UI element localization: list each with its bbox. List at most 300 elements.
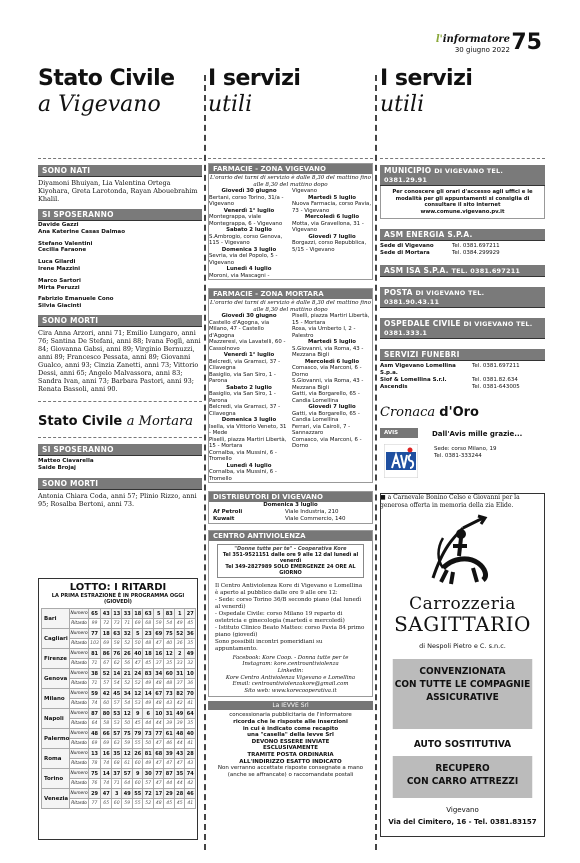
lotto-city: Torino bbox=[42, 769, 70, 789]
distributori-header: DISTRIBUTORI DI VIGEVANO bbox=[209, 492, 372, 502]
cronaca-doro-title: Cronaca d'Oro bbox=[380, 405, 479, 420]
section-subtitle: utili bbox=[380, 92, 425, 117]
lotto-number: 27 bbox=[186, 610, 194, 617]
ad-auto-sostitutiva: AUTO SOSTITUTIVA bbox=[413, 739, 512, 750]
section-subtitle: utili bbox=[208, 92, 253, 117]
lotto-number: 13 bbox=[113, 610, 121, 617]
lotto-number: 6 bbox=[143, 709, 154, 719]
lotto-delay: 74 bbox=[101, 779, 112, 789]
lotto-number: 12 bbox=[123, 710, 131, 717]
lotto-delay: 71 bbox=[88, 659, 101, 669]
lotto-delay: 35 bbox=[185, 719, 196, 729]
lotto-delay: 45 bbox=[185, 619, 196, 629]
antiviolenza-text: Il Centro Antiviolenza Kore di Vigevano e Lomellina è aperto al pubblico dalle ore 9 alle ore 12: - Sede: corso Torino 36/B secondo piano (dal lunedì al venerdì) - Ospedale Civile: corso Milano 19 reparto di ostetricia e ginecologia (martedì e mercoledì) - Istituto Clinico Beato Matteo: corso Pavia 84 primo piano (giovedì) Sono possibili incontri pomeridiani su appuntamento. bbox=[215, 582, 365, 652]
funebri-row bbox=[380, 363, 545, 377]
farmacia-entry: Bertani, corso Torino, 31/a - Vigevano bbox=[209, 194, 284, 208]
lotto-number: 17 bbox=[155, 790, 163, 797]
lotto-delay: 36 bbox=[185, 679, 196, 689]
lotto-number: 77 bbox=[155, 770, 163, 777]
lotto-delay: 44 bbox=[174, 779, 185, 789]
farmacia-entry: Sevria, via del Popolo, 5 - Vigevano bbox=[209, 253, 278, 266]
lotto-delay: 61 bbox=[122, 759, 133, 769]
lotto-number: 87 bbox=[165, 770, 173, 777]
funebri-name: Ascendis bbox=[380, 384, 408, 390]
lotto-number: 73 bbox=[144, 730, 152, 737]
lotto-delay: 48 bbox=[164, 679, 175, 689]
farmacia-entry: S.Giovanni, via Roma, 43 - Mezzana Bigli bbox=[292, 345, 364, 359]
ad-name-line1: Carrozzeria bbox=[409, 594, 516, 614]
lotto-delay: 68 bbox=[143, 619, 154, 629]
distributore-name: Af Petroli bbox=[213, 508, 243, 515]
spouse-name: Luca Gilardi bbox=[38, 259, 76, 266]
farmacia-entry: Nuova Farmacia, corso Pavia, 73 - Vigevano bbox=[292, 201, 372, 214]
lotto-label: Numero bbox=[70, 609, 88, 619]
lotto-delay: 64 bbox=[88, 719, 101, 729]
distributori-day: Domenica 3 luglio bbox=[263, 502, 318, 509]
lotto-delay: 74 bbox=[101, 759, 112, 769]
section-subtitle: a Vigevano bbox=[38, 92, 161, 117]
lotto-city: Palermo bbox=[42, 729, 70, 749]
section-title: I servizi bbox=[380, 66, 473, 91]
lotto-delay: 53 bbox=[111, 719, 122, 729]
funebri-list bbox=[380, 363, 545, 391]
lotto-delay: 43 bbox=[185, 759, 196, 769]
lotto-label: Numero bbox=[70, 669, 88, 679]
farmacia-entry: Isella, via Vittorio Veneto, 31 - Mede bbox=[209, 423, 287, 437]
section-title: Stato Civile bbox=[38, 66, 175, 91]
farmacia-entry: Cornalba, via Mussini, 6 - Tromello bbox=[209, 449, 277, 463]
lotto-number: 86 bbox=[102, 650, 110, 657]
antiviolenza-list-item: Sono possibili incontri pomeridiani su appuntamento. bbox=[215, 638, 323, 652]
farmacie-list bbox=[292, 313, 372, 482]
lotto-delay: 59 bbox=[122, 739, 133, 749]
lotto-delay: 50 bbox=[143, 739, 154, 749]
lotto-delay: 37 bbox=[153, 659, 164, 669]
lotto-number: 49 bbox=[123, 790, 131, 797]
lotto-row bbox=[42, 749, 196, 759]
asm-isa-header: ASM ISA S.P.A. TEL. 0381.697211 bbox=[380, 265, 545, 277]
farmacia-entry: Comasco, via Marconi, 6 - Dorno bbox=[292, 436, 362, 450]
lotto-label: Numero bbox=[70, 749, 88, 759]
couple-item bbox=[38, 259, 202, 273]
lotto-delay: 52 bbox=[122, 639, 133, 649]
ievve-line: ricorda che le risposte alle inserzioni bbox=[233, 719, 348, 726]
lotto-delay: 45 bbox=[174, 799, 185, 809]
lotto-label: Ritardo bbox=[70, 659, 88, 669]
lotto-delay: 69 bbox=[132, 619, 143, 629]
farmacia-entry: Borgazzi, corso Repubblica, 5/15 - Vigevano bbox=[292, 240, 367, 253]
lotto-delay: 71 bbox=[122, 619, 133, 629]
lotto-row bbox=[42, 769, 196, 779]
farmacia-day: Lunedì 4 luglio bbox=[226, 462, 272, 469]
lotto-number: 12 bbox=[165, 650, 173, 657]
farmacia-entry: Pisellì, piazza Martiri Libertà, 15 - Mortara bbox=[292, 313, 370, 326]
lotto-number: 38 bbox=[88, 669, 101, 679]
lotto-number: 69 bbox=[155, 630, 163, 637]
lotto-city: Venezia bbox=[42, 789, 70, 809]
couple-item bbox=[38, 296, 202, 310]
lotto-number: 59 bbox=[88, 689, 101, 699]
farmacia-entry: S.Ambrogio, corso Genova, 115 - Vigevano bbox=[209, 233, 283, 247]
lotto-number: 66 bbox=[102, 730, 110, 737]
divider bbox=[38, 437, 202, 438]
ievve-line: (anche se affrancate) o raccomandate postali bbox=[227, 771, 354, 778]
distributore-address: Viale Industria, 210 bbox=[285, 508, 339, 515]
lotto-number: 64 bbox=[186, 710, 194, 717]
carrozzeria-ad bbox=[380, 493, 545, 837]
lotto-delay: 52 bbox=[132, 679, 143, 689]
lotto-number: 80 bbox=[102, 710, 110, 717]
lotto-number: 9 bbox=[132, 769, 143, 779]
lotto-number: 5 bbox=[132, 629, 143, 639]
spouse-name: Mirta Peruzzi bbox=[38, 284, 80, 291]
lotto-number: 35 bbox=[176, 770, 184, 777]
lotto-number: 29 bbox=[165, 790, 173, 797]
lotto-delay: 52 bbox=[122, 679, 133, 689]
lotto-delay: 48 bbox=[153, 799, 164, 809]
lotto-number: 49 bbox=[186, 650, 194, 657]
lotto-delay: 58 bbox=[111, 639, 122, 649]
couple-item bbox=[38, 241, 202, 255]
divider bbox=[38, 401, 202, 402]
lotto-number: 40 bbox=[186, 730, 194, 737]
farmacie-list bbox=[292, 188, 372, 279]
issue-date: 30 giugno 2022 bbox=[454, 46, 510, 54]
municipio-header: MUNICIPIO DI VIGEVANO TEL. 0381.29.91 bbox=[380, 165, 545, 186]
lotto-row bbox=[42, 669, 196, 679]
lotto-delay: 45 bbox=[164, 799, 175, 809]
ievve-line: concessionaria pubblicitaria de l'informatore bbox=[229, 712, 352, 719]
lotto-number: 40 bbox=[134, 650, 142, 657]
lotto-row bbox=[42, 629, 196, 639]
farmacie-intro: L'orario dei turni di servizio è dalle 8,30 del mattino fino alle 8,30 del mattino dopo bbox=[210, 300, 371, 313]
lotto-delay: 71 bbox=[88, 679, 101, 689]
ievve-line: in cui è indicato come recapito bbox=[242, 725, 339, 732]
lotto-delay: 41 bbox=[185, 699, 196, 709]
spouse-name: Davide Gazzi bbox=[38, 222, 79, 228]
sposeranno-header: SI SPOSERANNO bbox=[38, 209, 202, 221]
lotto-delay: 41 bbox=[185, 739, 196, 749]
lotto-delay: 50 bbox=[122, 719, 133, 729]
couple-item bbox=[38, 222, 202, 236]
lotto-delay: 69 bbox=[101, 739, 112, 749]
farmacia-entry: Gatti, via Borgarello, 65 - Candia Lomellina bbox=[292, 391, 360, 404]
lotto-row bbox=[42, 729, 196, 739]
antiviolenza-social-line: Sito web: www.korecooperativa.it bbox=[244, 687, 337, 694]
lotto-label: Numero bbox=[70, 689, 88, 699]
lotto-delay: 47 bbox=[174, 759, 185, 769]
lotto-row bbox=[42, 689, 196, 699]
lotto-number: 14 bbox=[102, 770, 110, 777]
farmacia-entry: Rosa, via Umberto I, 2 - Palestro bbox=[292, 326, 356, 339]
distributore-row bbox=[209, 516, 372, 523]
lotto-number: 73 bbox=[165, 690, 173, 697]
farmacia-day: Giovedì 7 luglio bbox=[308, 404, 356, 411]
lotto-delay: 47 bbox=[153, 739, 164, 749]
lotto-label: Ritardo bbox=[70, 719, 88, 729]
asm-office-name: Sede di Mortara bbox=[380, 250, 430, 256]
lotto-delay: 71 bbox=[111, 779, 122, 789]
lotto-number: 24 bbox=[134, 670, 142, 677]
servizi-column-right bbox=[380, 66, 545, 509]
lotto-number: 14 bbox=[113, 670, 121, 677]
lotto-ritardi-box bbox=[38, 578, 198, 840]
funebri-phone: Tel. 0381.697211 bbox=[472, 363, 520, 369]
lotto-number: 2 bbox=[174, 649, 185, 659]
lotto-delay: 46 bbox=[164, 739, 175, 749]
lotto-number: 57 bbox=[113, 730, 121, 737]
lotto-number: 72 bbox=[144, 790, 152, 797]
lotto-delay: 103 bbox=[88, 639, 101, 649]
antiviolenza-social-line: Email: centroantiviolenzakore@gmail.com bbox=[232, 681, 349, 688]
lotto-number: 31 bbox=[176, 670, 184, 677]
funebri-row bbox=[380, 377, 545, 384]
ospedale-header: OSPEDALE CIVILE DI VIGEVANO TEL. 0381.333.1 bbox=[380, 318, 545, 339]
lotto-delay: 50 bbox=[132, 639, 143, 649]
asm-energia-header: ASM ENERGIA S.P.A. bbox=[380, 229, 545, 241]
nati-text: Diyamoni Bhuiyan, Lia Valentina Ortega Kiyohara, Greta Larotonda, Rayan Abouebrahim Khalil. bbox=[38, 179, 198, 203]
lotto-delay: 73 bbox=[111, 619, 122, 629]
avis-logo-icon bbox=[384, 444, 418, 478]
lotto-label: Numero bbox=[70, 709, 88, 719]
lotto-number: 48 bbox=[176, 730, 184, 737]
ad-address: Via del Cimitero, 16 - Tel. 0381.83157 bbox=[388, 818, 537, 826]
lotto-number: 81 bbox=[88, 649, 101, 659]
lotto-number: 33 bbox=[123, 610, 131, 617]
farmacie-vigevano-header: FARMACIE - ZONA VIGEVANO bbox=[209, 164, 372, 174]
antiviolenza-list-item: - Istituto Clinico Beato Matteo: corso Pavia 84 primo piano (giovedì) bbox=[215, 624, 365, 638]
farmacia-day: Venerdì 1° luglio bbox=[223, 207, 275, 214]
lotto-number: 63 bbox=[144, 610, 152, 617]
couple-item bbox=[38, 278, 202, 292]
lotto-delay: 44 bbox=[153, 719, 164, 729]
lotto-number: 12 bbox=[134, 690, 142, 697]
lotto-delay: 52 bbox=[143, 799, 154, 809]
lotto-delay: 55 bbox=[132, 739, 143, 749]
lotto-number: 52 bbox=[102, 670, 110, 677]
section-title: I servizi bbox=[208, 66, 301, 91]
lotto-number: 30 bbox=[144, 770, 152, 777]
farmacie-mortara bbox=[208, 288, 373, 483]
lotto-delay: 48 bbox=[153, 699, 164, 709]
farmacia-day: Lunedì 4 luglio bbox=[226, 266, 272, 273]
lotto-label: Ritardo bbox=[70, 679, 88, 689]
asm-office-row bbox=[380, 243, 545, 250]
lotto-row bbox=[42, 649, 196, 659]
ievve-line: TRAMITE POSTA ORDINARIA bbox=[247, 752, 334, 758]
farmacia-day: Domenica 3 luglio bbox=[221, 417, 277, 424]
lotto-delay: 74 bbox=[88, 699, 101, 709]
masthead bbox=[0, 0, 580, 60]
antiviolenza-social-line: Kore Centro Antiviolenza Vigevano e Lomellina bbox=[225, 674, 356, 681]
antiviolenza-social bbox=[209, 655, 372, 697]
lotto-delay: 48 bbox=[153, 679, 164, 689]
lotto-delay: 62 bbox=[111, 659, 122, 669]
lotto-delay: 68 bbox=[111, 759, 122, 769]
column-divider bbox=[375, 75, 377, 850]
lotto-label: Ritardo bbox=[70, 639, 88, 649]
lotto-number: 48 bbox=[88, 729, 101, 739]
lotto-number: 32 bbox=[123, 630, 131, 637]
lotto-number: 37 bbox=[113, 770, 121, 777]
antiviolenza-contacts: "Donne tutte per te" - Cooperativa Kore Tel 351-9521151 dalle ore 9 alle 12 dal lunedì al venerdì Tel 349-2827989 SOLO EMERGENZE 24 ORE AL GIORNO bbox=[217, 544, 364, 578]
ievve-line: DEVONO ESSERE INVIATE bbox=[251, 738, 330, 745]
lotto-delay: 59 bbox=[153, 619, 164, 629]
servizi-column-left bbox=[208, 66, 373, 780]
lotto-delay: 44 bbox=[174, 739, 185, 749]
spouse-name: Irene Mazzini bbox=[38, 265, 81, 272]
farmacia-day: Giovedì 7 luglio bbox=[308, 233, 356, 240]
farmacia-day: Martedì 5 luglio bbox=[307, 339, 357, 346]
funebri-name: Asm Vigevano Lomellina S.p.a. bbox=[380, 363, 456, 376]
lotto-number: 16 bbox=[102, 750, 110, 757]
ievve-line: ALL'INDIRIZZO ESATTO INDICATO bbox=[239, 758, 342, 765]
lotto-number: 46 bbox=[186, 790, 194, 797]
lotto-number: 75 bbox=[165, 630, 173, 637]
lotto-label: Numero bbox=[70, 769, 88, 779]
lotto-number: 65 bbox=[88, 609, 101, 619]
lotto-number: 29 bbox=[88, 789, 101, 799]
farmacia-entry: Mazzeresi, via Lavatelli, 60 - Cassolnovo bbox=[209, 339, 286, 352]
lotto-number: 28 bbox=[186, 750, 194, 757]
lotto-number: 16 bbox=[155, 650, 163, 657]
lotto-delay: 60 bbox=[132, 759, 143, 769]
avis-address: Sede: corso Milano, 19 Tel. 0381-333244 bbox=[434, 446, 497, 459]
lotto-subtitle: LA PRIMA ESTRAZIONE È IN PROGRAMMA OGGI (GIOVEDÌ) bbox=[51, 593, 185, 605]
farmacia-day: Giovedì 30 giugno bbox=[221, 313, 277, 320]
lotto-label: Ritardo bbox=[70, 759, 88, 769]
lotto-delay: 58 bbox=[101, 719, 112, 729]
divider bbox=[380, 158, 545, 159]
lotto-table bbox=[41, 608, 196, 809]
farmacia-entry: Ferrari, via Cairoli, 7 - Sannazzaro bbox=[292, 423, 351, 437]
distributore-name: Kuwait bbox=[213, 515, 235, 522]
farmacia-day: Giovedì 30 giugno bbox=[221, 188, 277, 195]
sposi-list bbox=[38, 222, 202, 310]
lotto-number: 83 bbox=[165, 610, 173, 617]
lotto-delay: 45 bbox=[132, 719, 143, 729]
funebri-row bbox=[380, 384, 545, 391]
farmacia-entry: Basiglio, via San Siro, 1 - Parona bbox=[209, 391, 276, 404]
lotto-delay: 57 bbox=[111, 699, 122, 709]
lotto-delay: 40 bbox=[164, 639, 175, 649]
farmacia-entry: Comasco, via Marconi, 6 - Dorno bbox=[292, 365, 362, 378]
lotto-delay: 49 bbox=[143, 699, 154, 709]
farmacie-list bbox=[209, 188, 289, 279]
lotto-delay: 69 bbox=[88, 739, 101, 749]
lotto-number: 26 bbox=[123, 650, 131, 657]
lotto-delay: 43 bbox=[164, 699, 175, 709]
lotto-delay: 44 bbox=[143, 719, 154, 729]
lotto-number: 3 bbox=[111, 789, 122, 799]
lotto-delay: 54 bbox=[122, 699, 133, 709]
avis-title: Dall'Avis mille grazie... bbox=[432, 430, 523, 438]
lotto-number: 12 bbox=[123, 750, 131, 757]
lotto-delay: 99 bbox=[88, 619, 101, 629]
lotto-number: 74 bbox=[186, 770, 194, 777]
spouse-name: Ana Katerine Casas Dalmao bbox=[38, 228, 126, 235]
distributore-row bbox=[209, 509, 372, 516]
lotto-city: Bari bbox=[42, 609, 70, 629]
lotto-number: 23 bbox=[144, 630, 152, 637]
lotto-delay: 69 bbox=[101, 639, 112, 649]
asm-office-phone: Tel. 0381.697211 bbox=[452, 243, 500, 249]
asm-office-name: Sede di Vigevano bbox=[380, 243, 434, 249]
lotto-number: 61 bbox=[165, 730, 173, 737]
distributore-address: Viale Commercio, 140 bbox=[285, 515, 346, 522]
lotto-number: 75 bbox=[123, 730, 131, 737]
farmacia-entry: Pisellì, piazza Martiri Libertà, 15 - Mortara bbox=[209, 436, 287, 450]
antiviolenza-list-item: - Ospedale Civile: corso Milano 19 reparto di ostetricia e ginecologia (martedì e mercoledì) bbox=[215, 610, 345, 624]
asm-office-row bbox=[380, 250, 545, 257]
mortara-title: Stato Civile a Mortara bbox=[38, 413, 193, 429]
farmacia-entry: Basiglio, via San Siro, 1 - Parona bbox=[209, 371, 276, 385]
lotto-city: Firenze bbox=[42, 649, 70, 669]
distributori bbox=[208, 491, 373, 524]
lotto-delay: 54 bbox=[111, 679, 122, 689]
lotto-row bbox=[42, 789, 196, 799]
ievve-line: una "casella" della Ievve Srl bbox=[247, 732, 334, 739]
lotto-delay: 53 bbox=[132, 699, 143, 709]
lotto-city: Cagliari bbox=[42, 629, 70, 649]
lotto-delay: 76 bbox=[88, 779, 101, 789]
lotto-delay: 72 bbox=[101, 619, 112, 629]
farmacia-day: Martedì 5 luglio bbox=[307, 194, 357, 201]
mortara-sposi: Matteo Ciavarella Saide Brojaj bbox=[38, 457, 94, 471]
lotto-delay: 47 bbox=[164, 759, 175, 769]
lotto-delay: 47 bbox=[153, 759, 164, 769]
lotto-delay: 47 bbox=[153, 779, 164, 789]
funebri-header: SERVIZI FUNEBRI bbox=[380, 349, 545, 361]
lotto-number: 1 bbox=[174, 609, 185, 619]
divider bbox=[38, 158, 202, 159]
funebri-name: Siof & Lomellina S.r.l. bbox=[380, 377, 447, 383]
lotto-city: Roma bbox=[42, 749, 70, 769]
lotto-number: 52 bbox=[176, 630, 184, 637]
lotto-city: Napoli bbox=[42, 709, 70, 729]
antiviolenza-social-line: Linkedin: bbox=[277, 668, 304, 675]
lotto-number: 36 bbox=[186, 630, 194, 637]
farmacia-entry: Moroni, via Mascagni - bbox=[209, 272, 270, 279]
lotto-delay: 37 bbox=[174, 679, 185, 689]
spouse-name: Fabrizio Emanuele Cono bbox=[38, 296, 114, 303]
ievve-header: La IEVVE Srl bbox=[208, 701, 373, 710]
lotto-title: LOTTO: I RITARDI bbox=[69, 582, 167, 593]
lotto-number: 75 bbox=[88, 769, 101, 779]
lotto-delay: 60 bbox=[111, 799, 122, 809]
farmacia-day: Mercoledì 6 luglio bbox=[304, 358, 360, 365]
lotto-number: 87 bbox=[88, 709, 101, 719]
lotto-number: 18 bbox=[102, 630, 110, 637]
antiviolenza-list-item: - Sede: corso Torino 36/B secondo piano (dal lunedì al venerdì) bbox=[215, 596, 362, 610]
lotto-delay: 49 bbox=[174, 619, 185, 629]
lotto-delay: 32 bbox=[185, 659, 196, 669]
lotto-number: 34 bbox=[155, 670, 163, 677]
lotto-delay: 41 bbox=[185, 799, 196, 809]
ad-convenzionata: CONVENZIONATA CON TUTTE LE COMPAGNIE ASSICURATIVE bbox=[393, 659, 533, 729]
ad-name-line2: SAGITTARIO bbox=[394, 612, 531, 636]
page-number: 75 bbox=[511, 30, 542, 55]
lotto-city: Milano bbox=[42, 689, 70, 709]
lotto-label: Ritardo bbox=[70, 619, 88, 629]
lotto-number: 63 bbox=[113, 630, 121, 637]
farmacia-entry: S.Giovanni, via Roma, 43 - Mezzana Bigli bbox=[292, 378, 364, 391]
lotto-number: 55 bbox=[134, 790, 142, 797]
mortara-sposeranno-header: SI SPOSERANNO bbox=[38, 444, 202, 456]
centro-antiviolenza bbox=[208, 530, 373, 698]
antiviolenza-social-line: Instagram: kore.centroantiviolenza bbox=[242, 661, 339, 668]
farmacia-entry: Cornalba, via Mussini, 6 - Tromello bbox=[209, 469, 277, 482]
